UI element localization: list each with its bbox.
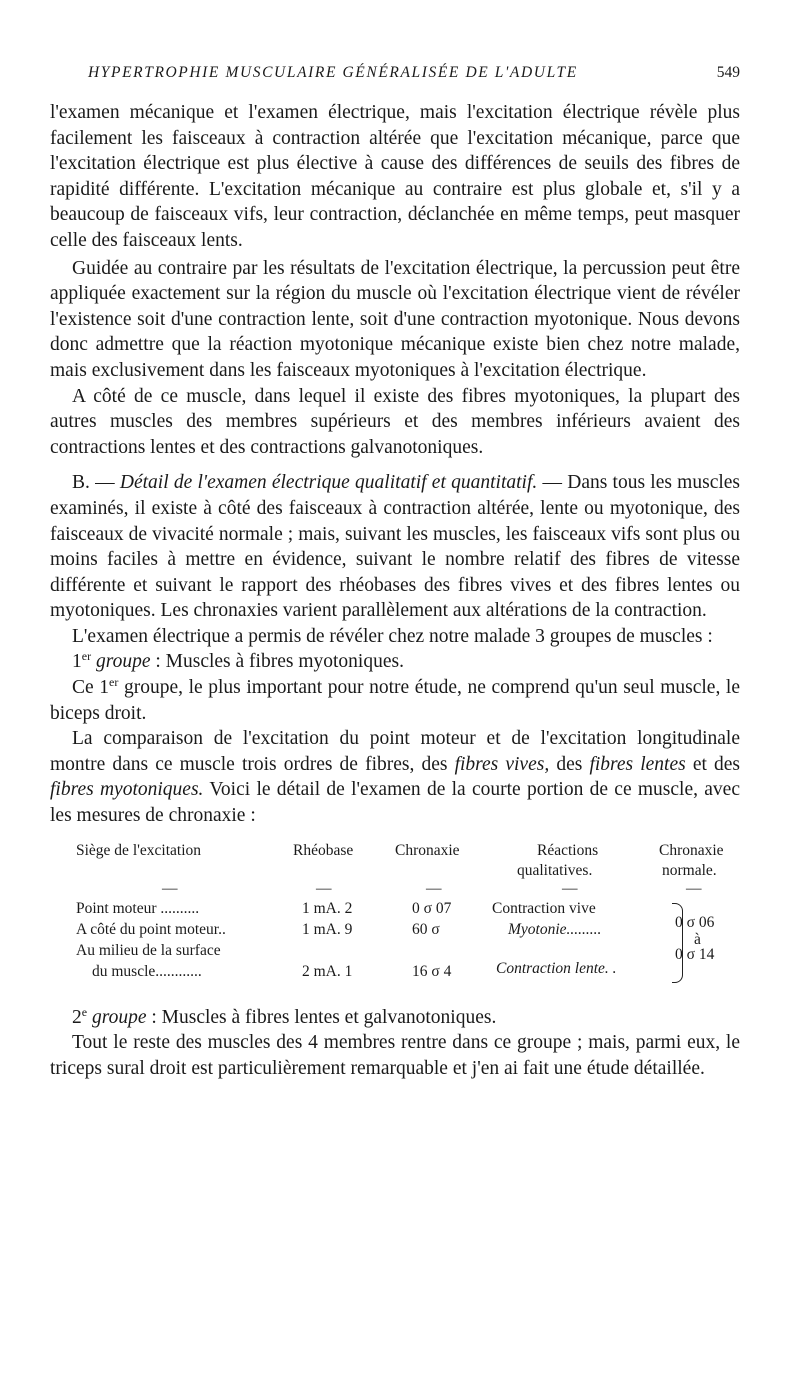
ordinal-sup: er [109, 675, 119, 690]
group-word: groupe [95, 651, 151, 673]
header-site: Siège de l'excitation [76, 841, 202, 859]
group-number: 1 [72, 651, 82, 673]
dash: — [686, 879, 702, 897]
ordinal-sup: e [81, 1004, 88, 1019]
row-chronaxie: 16 σ 4 [412, 962, 452, 980]
group-text: : Muscles à fibres lentes et galvanotoniques. [151, 1006, 497, 1028]
text-run: et des [692, 753, 741, 775]
row-rheobase: 2 mA. 1 [302, 962, 353, 980]
paragraph: Guidée au contraire par les résultats de l'excitation électrique, la percussion peut être appliquée exactement sur la région du muscle où l'excitation électrique vient de révéler l'existence soit d'une contraction lente, soit d'une contraction myotonique. Nous devons donc admettre que la réaction myotonique mécanique existe bien chez notre malade, mais exclusivement dans les faisceaux myotoniques à l'excitation électrique. [50, 257, 740, 381]
text-run: groupe, le plus important pour notre étude, ne comprend qu'un seul muscle, le biceps droit. [50, 677, 740, 724]
text-run: Voici le détail de l'examen de la courte portion de ce muscle, avec les mesures de chronaxie : [50, 779, 740, 827]
row-rheobase: 1 mA. 2 [302, 899, 353, 917]
paragraph: L'examen électrique a permis de révéler chez notre malade 3 groupes de muscles : [72, 625, 713, 647]
group-text: : Muscles à fibres myotoniques. [155, 651, 404, 673]
group-1-heading [50, 649, 740, 675]
row-site: Au milieu de la surface [76, 941, 221, 959]
text-run: La comparaison de l'excitation du point moteur et de l'excitation longitudinale montre dans ce muscle trois ordres de fibres, des [50, 728, 740, 775]
emphasis: fibres vives, [454, 753, 550, 775]
header-rheobase: Rhéobase [293, 841, 354, 859]
paragraph: Tout le reste des muscles des 4 membres rentre dans ce groupe ; mais, parmi eux, le triceps sural droit est particulièrement remarquable et j'en ai fait une étude détaillée. [50, 1032, 740, 1079]
page-number: 549 [716, 64, 740, 81]
ordinal-sup: er [81, 649, 92, 664]
page-body [50, 100, 740, 1081]
row-site: du muscle............ [92, 962, 202, 980]
normal-sep: à [694, 930, 701, 948]
row-site: A côté du point moteur.. [76, 920, 226, 938]
paragraph [50, 726, 740, 828]
section-text: — Dans tous les muscles examinés, il existe à côté des faisceaux à contraction altérée, lente ou myotonique, des faisceaux de vivacité normale ; mais, suivant les muscles, les faisceaux vifs sont plus ou moins faciles à mettre en évidence, suivant le nombre relatif des fibres de vitesse différente et suivant le rapport des rhéobases des fibres vives et des fibres lentes ou myotoniques. Les chronaxies varient parallèlement aux altérations de la contraction. [50, 472, 741, 622]
text-run: des [556, 753, 583, 775]
group-2-heading [50, 1005, 740, 1031]
row-rheobase: 1 mA. 9 [302, 920, 353, 938]
row-site: Point moteur .......... [76, 899, 200, 917]
dash: — [162, 879, 178, 897]
header-reactions-2: qualitatives. [517, 861, 593, 879]
paragraph [50, 675, 740, 726]
group-number: 2 [72, 1006, 82, 1028]
header-chronaxie: Chronaxie [395, 841, 460, 859]
chronaxie-table [50, 841, 740, 991]
row-chronaxie: 60 σ [412, 920, 440, 938]
emphasis: fibres myotoniques. [50, 779, 204, 801]
normal-high: 0 σ 14 [675, 945, 715, 963]
row-chronaxie: 0 σ 07 [412, 899, 452, 917]
row-reaction: Contraction vive [492, 899, 596, 917]
section-title: Détail de l'examen électrique qualitatif et quantitatif. [119, 472, 538, 494]
dash: — [426, 879, 442, 897]
header-normal: Chronaxie [659, 841, 724, 859]
running-header [88, 64, 740, 82]
row-reaction: Myotonie......... [508, 920, 602, 938]
paragraph: l'examen mécanique et l'examen électrique, mais l'excitation électrique révèle plus facilement les faisceaux à contraction altérée que l'excitation mécanique, parce que l'excitation électrique est plus élective à cause des différences de seuils des fibres de rapidité différente. L'excitation mécanique au contraire est plus globale et, s'il y a beaucoup de faisceaux vifs, leur contraction, déclanchée en même temps, peut masquer celle des faisceaux lents. [50, 102, 740, 251]
paragraph: A côté de ce muscle, dans lequel il existe des fibres myotoniques, la plupart des autres muscles des membres supérieurs et des membres inférieurs avaient des contractions lentes et des contractions galvanotoniques. [50, 385, 740, 458]
group-word: groupe [91, 1006, 147, 1028]
dash: — [316, 879, 332, 897]
running-title: HYPERTROPHIE MUSCULAIRE GÉNÉRALISÉE DE L'ADULTE [88, 64, 578, 81]
normal-low: 0 σ 06 [675, 913, 715, 931]
section-label: B. — [72, 472, 115, 494]
row-reaction: Contraction lente. . [496, 959, 617, 977]
section-b-paragraph [50, 470, 740, 624]
header-reactions: Réactions [537, 841, 599, 859]
emphasis: fibres lentes [589, 753, 686, 775]
dash: — [562, 879, 578, 897]
text-run: Ce 1 [72, 677, 110, 699]
header-normal-2: normale. [662, 861, 717, 879]
